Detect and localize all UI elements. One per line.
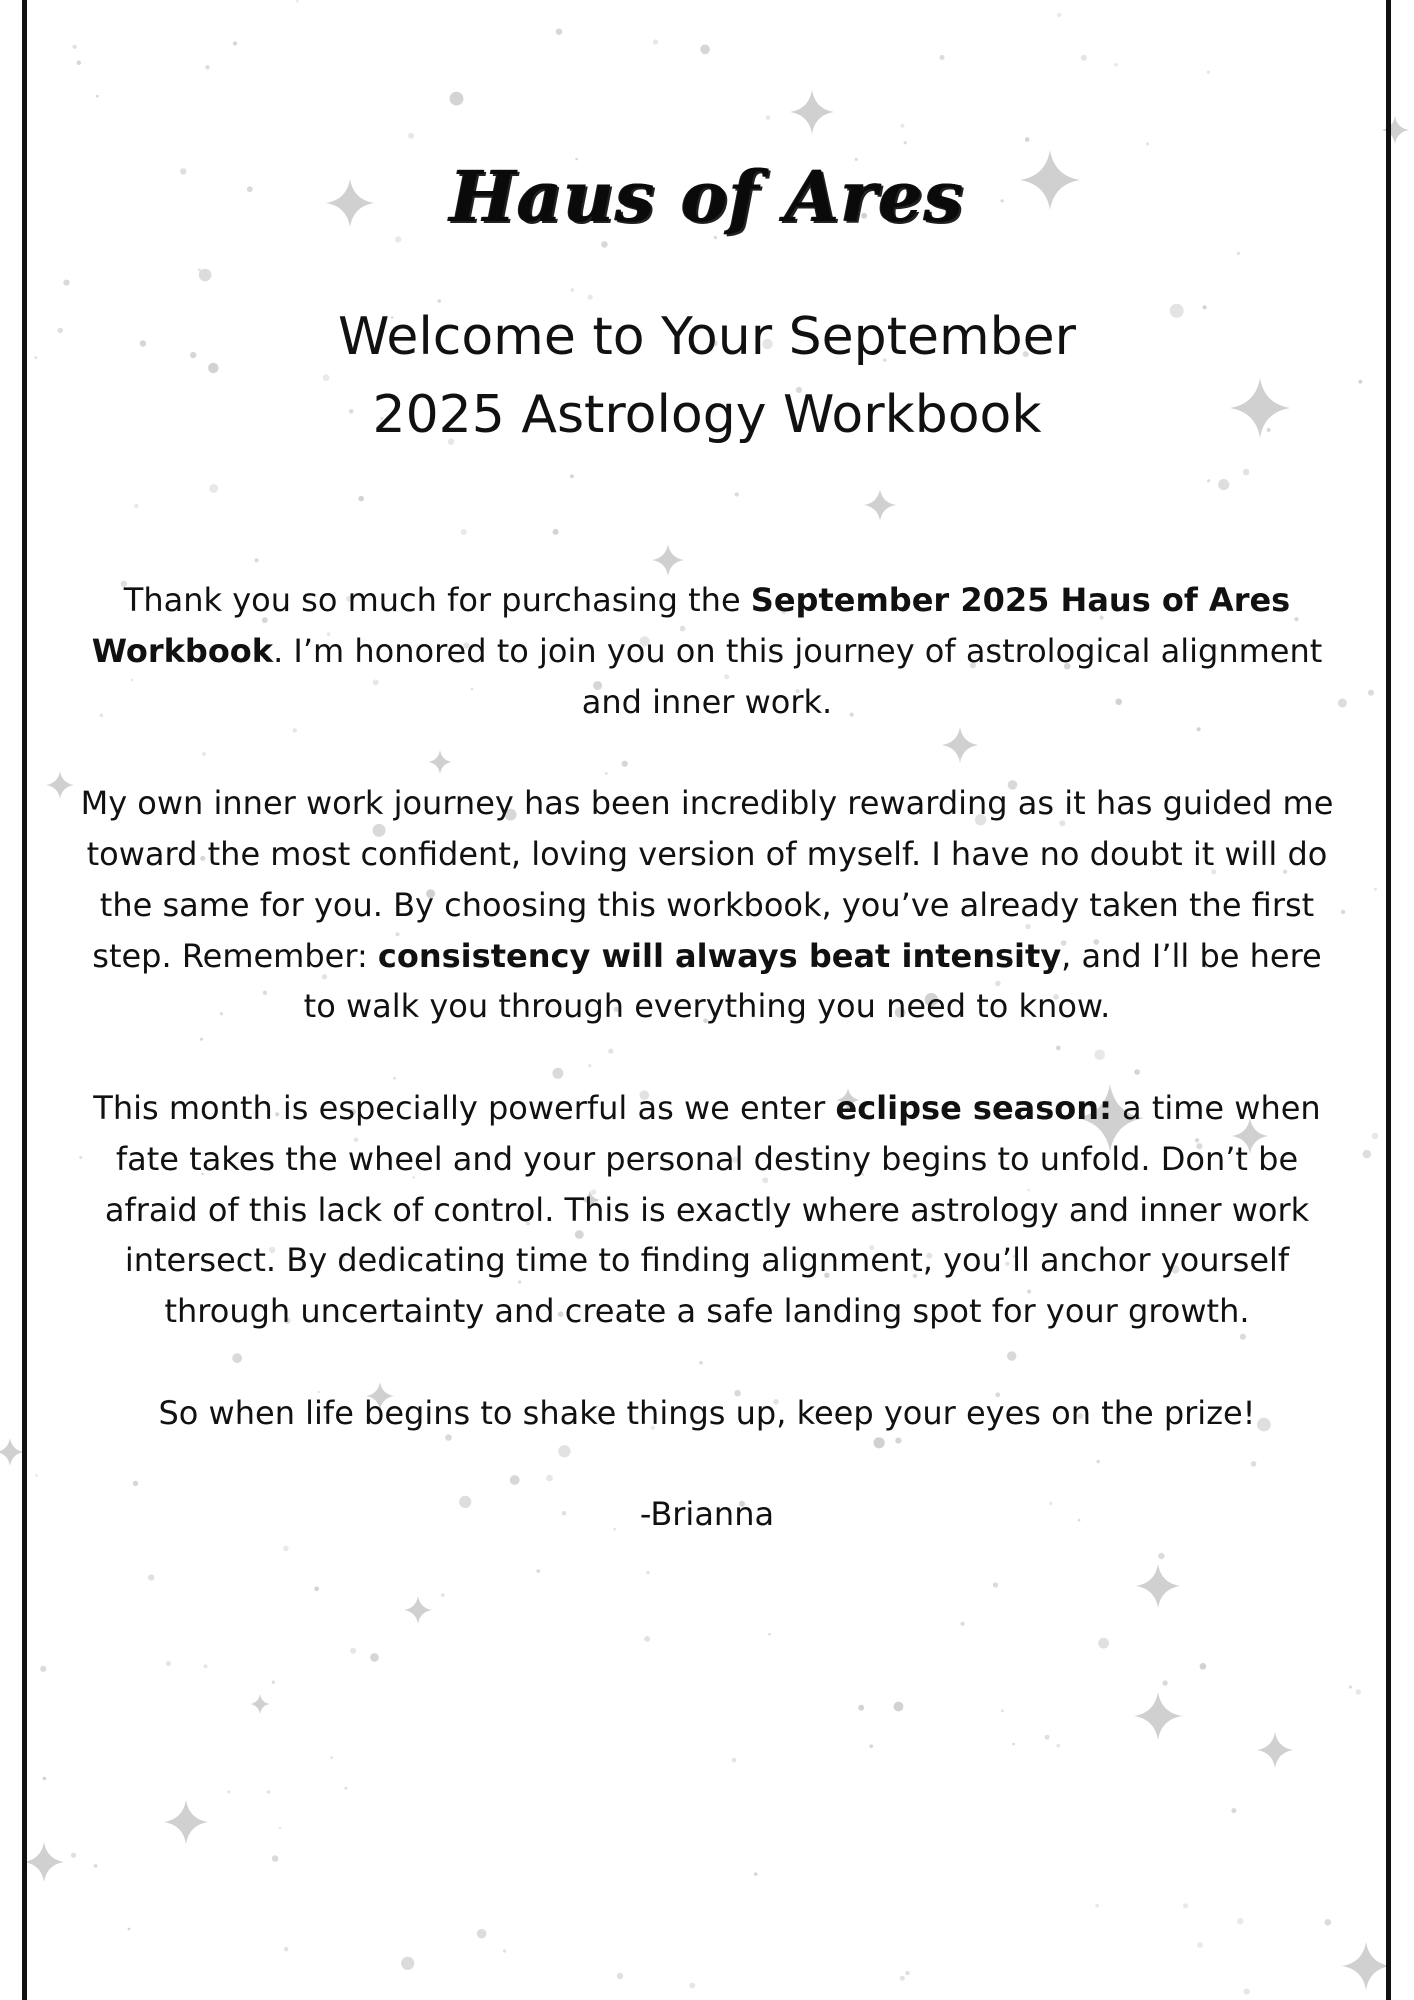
sparkle-star-icon bbox=[790, 90, 834, 134]
star-dot bbox=[1012, 1743, 1015, 1746]
star-dot bbox=[1162, 1680, 1167, 1685]
star-dot bbox=[77, 60, 82, 65]
p3-text-a: This month is especially powerful as we enter bbox=[93, 1088, 836, 1127]
star-dot bbox=[1114, 63, 1118, 67]
brand-title: Haus of Ares bbox=[449, 155, 965, 238]
page-heading bbox=[60, 298, 1354, 454]
star-dot bbox=[345, 1787, 348, 1790]
star-dot bbox=[1057, 1744, 1061, 1748]
star-dot bbox=[905, 1971, 909, 1975]
star-dot bbox=[227, 1791, 230, 1794]
star-dot bbox=[1243, 469, 1250, 476]
star-dot bbox=[904, 141, 907, 144]
page-border-right bbox=[1386, 0, 1391, 2000]
p2-text-c: , and I’ll be here to walk you through everything you need to know. bbox=[303, 936, 1322, 1026]
star-dot bbox=[255, 558, 259, 562]
star-dot bbox=[279, 1826, 282, 1829]
star-dot bbox=[43, 1777, 47, 1781]
star-dot bbox=[732, 1758, 737, 1763]
star-dot bbox=[284, 1947, 288, 1951]
star-dot bbox=[34, 356, 37, 359]
star-dot bbox=[401, 1957, 414, 1970]
star-dot bbox=[233, 41, 237, 45]
sparkle-star-icon bbox=[0, 1438, 24, 1466]
sparkle-star-icon bbox=[1342, 1942, 1390, 1990]
star-dot bbox=[450, 92, 464, 106]
star-dot bbox=[358, 496, 364, 502]
star-dot bbox=[1372, 1133, 1378, 1139]
letter-paragraph-1 bbox=[78, 575, 1336, 727]
star-dot bbox=[330, 1756, 333, 1759]
star-dot bbox=[1368, 690, 1374, 696]
heading-line-2: 2025 Astrology Workbook bbox=[372, 385, 1042, 445]
star-dot bbox=[408, 133, 414, 139]
star-dot bbox=[40, 1666, 46, 1672]
sparkle-star-icon bbox=[1257, 1732, 1293, 1768]
p3-text-c: a time when fate takes the wheel and your personal destiny begins to unfold. Don’t be afraid of this lack of control. This is exactly where astrology and inner work intersect. By dedicating time to finding alignment, you’ll anchor yourself through uncertainty and create a safe landing spot for your growth. bbox=[104, 1088, 1321, 1331]
star-dot bbox=[768, 1633, 770, 1635]
p1-text-c: . I’m honored to join you on this journey of astrological alignment and inner work. bbox=[273, 631, 1323, 721]
p3-bold-eclipse-season: eclipse season: bbox=[835, 1088, 1112, 1127]
star-dot bbox=[653, 39, 658, 44]
letter-paragraph-3 bbox=[78, 1083, 1336, 1337]
star-dot bbox=[128, 1928, 131, 1931]
star-dot bbox=[166, 1661, 171, 1666]
star-dot bbox=[94, 1864, 98, 1868]
star-dot bbox=[370, 1653, 379, 1662]
star-dot bbox=[267, 1790, 271, 1794]
star-dot bbox=[1207, 479, 1210, 482]
star-dot bbox=[296, 0, 299, 3]
star-dot bbox=[272, 1855, 279, 1862]
star-dot bbox=[1146, 142, 1149, 145]
star-dot bbox=[570, 474, 574, 478]
star-dot bbox=[209, 484, 218, 493]
sparkle-star-icon bbox=[164, 1800, 208, 1844]
star-dot bbox=[1325, 1919, 1332, 1926]
star-dot bbox=[869, 1744, 873, 1748]
star-dot bbox=[1045, 1735, 1050, 1740]
star-dot bbox=[1363, 1150, 1371, 1158]
star-dot bbox=[766, 115, 770, 119]
p2-bold-motto: consistency will always beat intensity bbox=[377, 936, 1062, 975]
star-dot bbox=[1197, 1942, 1203, 1948]
star-dot bbox=[1338, 699, 1347, 708]
star-dot bbox=[617, 1973, 623, 1979]
p2-text-a: My own inner work journey has been incredibly rewarding as it has guided me toward the most confident, loving version of myself. I have no doubt it will do the same for you. By choosing this workbook, you’ve already taken the first step. Remember: bbox=[80, 784, 1334, 975]
star-dot bbox=[1001, 1709, 1004, 1712]
star-dot bbox=[1237, 252, 1240, 255]
page-border-left bbox=[22, 0, 27, 2000]
star-dot bbox=[1244, 1989, 1250, 1995]
star-dot bbox=[570, 288, 574, 292]
star-dot bbox=[350, 1648, 356, 1654]
star-dot bbox=[900, 1976, 905, 1981]
star-dot bbox=[1098, 1638, 1109, 1649]
welcome-letter bbox=[78, 575, 1336, 1591]
star-dot bbox=[689, 1983, 695, 1989]
star-dot bbox=[961, 1622, 965, 1626]
star-dot bbox=[477, 1929, 487, 1939]
star-dot bbox=[940, 55, 945, 60]
star-dot bbox=[1341, 910, 1345, 914]
star-dot bbox=[1207, 71, 1210, 74]
star-dot bbox=[1081, 55, 1087, 61]
star-dot bbox=[63, 280, 69, 286]
star-dot bbox=[134, 504, 138, 508]
letter-paragraph-2 bbox=[78, 778, 1336, 1032]
star-dot bbox=[205, 65, 209, 69]
star-dot bbox=[900, 124, 904, 128]
star-dot bbox=[553, 529, 559, 535]
star-dot bbox=[754, 1872, 757, 1875]
star-dot bbox=[1374, 888, 1377, 891]
star-dot bbox=[1057, 13, 1061, 17]
star-dot bbox=[1231, 1808, 1236, 1813]
sparkle-star-icon bbox=[250, 1694, 270, 1714]
sparkle-star-icon bbox=[864, 489, 896, 521]
p1-text-a: Thank you so much for purchasing the bbox=[123, 581, 751, 619]
star-dot bbox=[204, 1664, 208, 1668]
sparkle-star-icon bbox=[652, 544, 684, 576]
star-dot bbox=[601, 241, 608, 248]
star-dot bbox=[198, 268, 201, 271]
star-dot bbox=[858, 1705, 864, 1711]
star-dot bbox=[71, 1853, 76, 1858]
star-dot bbox=[1025, 137, 1030, 142]
star-dot bbox=[644, 1636, 650, 1642]
sparkle-star-icon bbox=[46, 771, 74, 799]
star-dot bbox=[894, 1702, 904, 1712]
star-dot bbox=[1358, 380, 1362, 384]
star-dot bbox=[556, 29, 562, 35]
star-dot bbox=[1218, 479, 1229, 490]
star-dot bbox=[1183, 1903, 1188, 1908]
star-dot bbox=[441, 1593, 445, 1597]
star-dot bbox=[1200, 1663, 1207, 1670]
sparkle-star-icon bbox=[404, 1596, 432, 1624]
star-dot bbox=[503, 1949, 506, 1952]
star-dot bbox=[461, 529, 467, 535]
sparkle-star-icon bbox=[1134, 1692, 1182, 1740]
star-dot bbox=[735, 492, 739, 496]
sparkle-star-icon bbox=[24, 1842, 64, 1882]
star-dot bbox=[35, 1474, 38, 1477]
star-dot bbox=[1349, 1685, 1352, 1688]
star-dot bbox=[700, 45, 710, 55]
star-dot bbox=[1356, 1689, 1361, 1694]
star-dot bbox=[96, 95, 99, 98]
letter-paragraph-4: So when life begins to shake things up, keep your eyes on the prize! bbox=[158, 1393, 1256, 1432]
p1-bold-workbook-name: September 2025 Haus of Ares Workbook bbox=[91, 581, 1291, 670]
heading-line-1: Welcome to Your September bbox=[337, 307, 1077, 367]
star-dot bbox=[272, 1681, 275, 1684]
star-dot bbox=[73, 45, 77, 49]
letter-signature: -Brianna bbox=[639, 1495, 775, 1534]
star-dot bbox=[1095, 1904, 1099, 1908]
star-dot bbox=[1237, 1918, 1243, 1924]
